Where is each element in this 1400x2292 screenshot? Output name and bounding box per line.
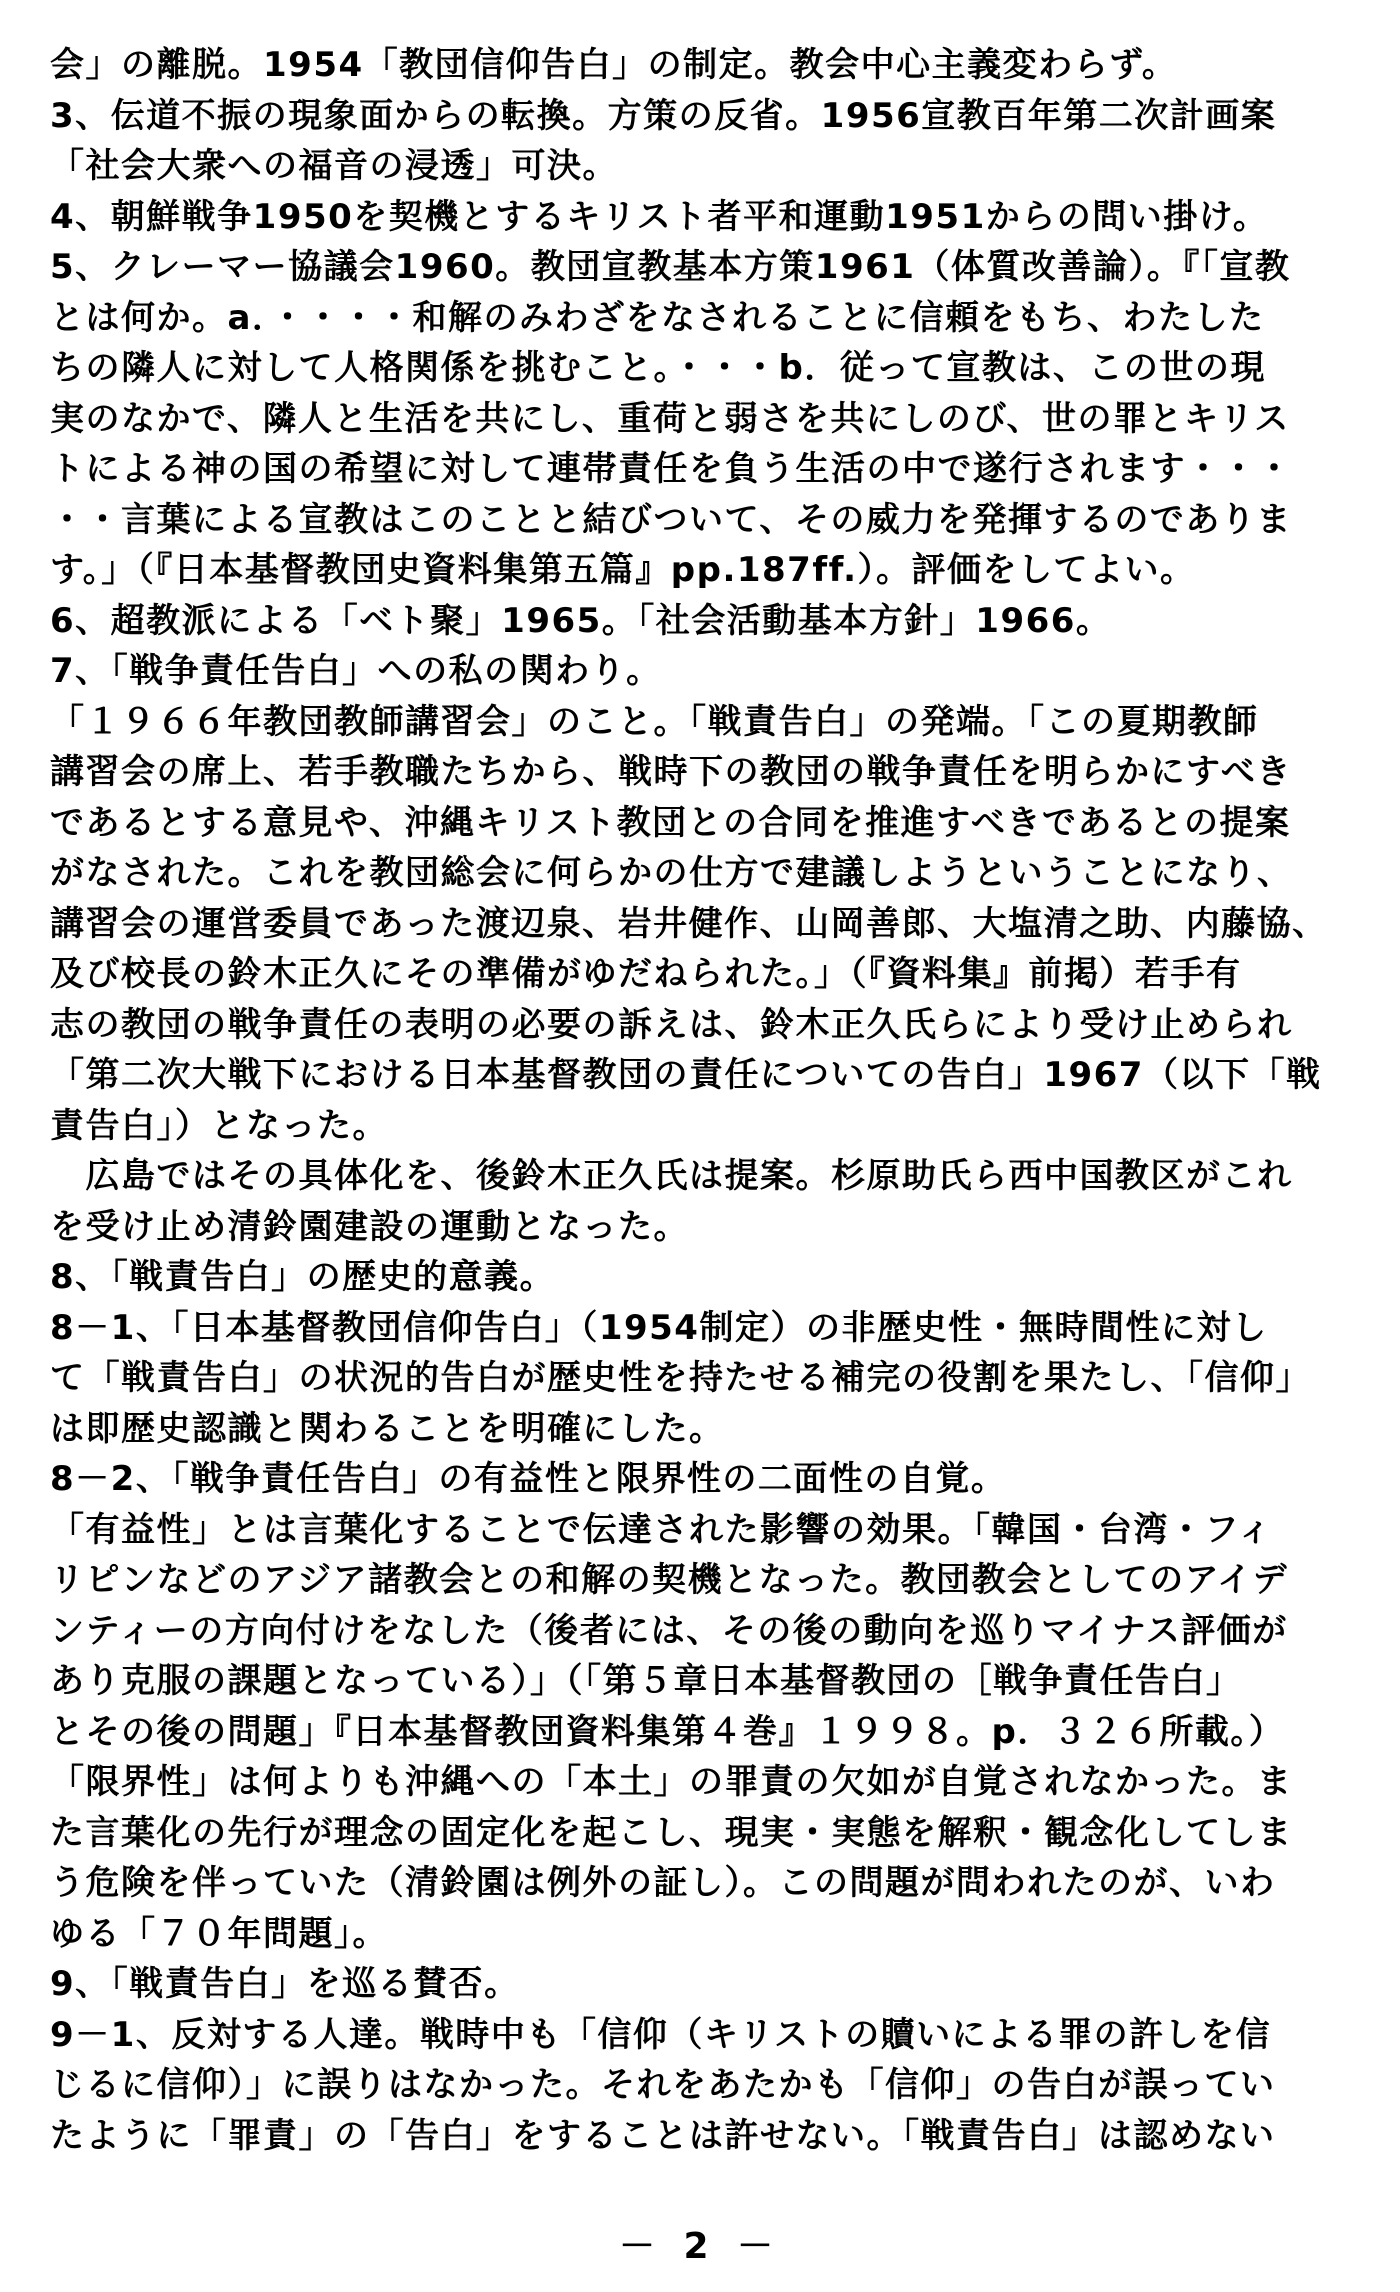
text-line: て「戦責告白」の状況的告白が歴史性を持たせる補完の役割を果たし、「信仰」 (50, 1358, 1311, 1398)
document-body (50, 40, 1350, 2161)
text-line: は即歴史認識と関わることを明確にした。 (50, 1408, 725, 1449)
text-line: ゆる「７０年問題」。 (50, 1913, 388, 1954)
text-line: ・・言葉による宣教はこのことと結びついて、その威力を発揮するのでありま (50, 499, 1292, 540)
text-line: 9、「戦責告白」を巡る賛否。 (50, 1964, 520, 2004)
text-line: ンティーの方向付けをなした（後者には、その後の動向を巡りマイナス評価が (50, 1610, 1288, 1651)
text-line: であるとする意見や、沖縄キリスト教団との合同を推進すべきであるとの提案 (50, 802, 1291, 843)
text-line: う危険を伴っていた（清鈴園は例外の証し）。この問題が問われたのが、いわ (50, 1863, 1276, 1903)
text-line: 4、朝鮮戦争1950を契機とするキリスト者平和運動1951からの問い掛け。 (50, 196, 1269, 237)
text-line: 8－1、「日本基督教団信仰告白」（1954制定）の非歴史性・無時間性に対し (50, 1307, 1268, 1348)
text-line: 8－2、「戦争責任告白」の有益性と限界性の二面性の自覚。 (50, 1459, 1007, 1499)
text-line: た言葉化の先行が理念の固定化を起こし、現実・実態を解釈・観念化してしま (50, 1812, 1293, 1853)
text-line: 5、クレーマー協議会1960。教団宣教基本方策1961（体質改善論）。『「宣教 (50, 247, 1291, 287)
text-line: 「１９６６年教団教師講習会」のこと。「戦責告白」の発端。「この夏期教師 (50, 701, 1259, 742)
text-line: を受け止め清鈴園建設の運動となった。 (50, 1206, 689, 1247)
text-line: 9－1、反対する人達。戦時中も「信仰（キリストの贖いによる罪の許しを信 (50, 2014, 1272, 2055)
text-line: 実のなかで、隣人と生活を共にし、重荷と弱さを共にしのび、世の罪とキリス (50, 398, 1290, 439)
text-line: 3、伝道不振の現象面からの転換。方策の反省。1956宣教百年第二次計画案 (50, 95, 1277, 136)
text-line: たように「罪責」の「告白」をすることは許せない。「戦責告白」は認めない (50, 2115, 1276, 2156)
text-line: 責告白」）となった。 (50, 1105, 388, 1146)
text-line: リピンなどのアジア諸教会との和解の契機となった。教団教会としてのアイデ (50, 1560, 1289, 1600)
text-line: す。」（『日本基督教団史資料集第五篇』pp.187ff.）。評価をしてよい。 (50, 550, 1196, 590)
text-line: 講習会の席上、若手教職たちから、戦時下の教団の戦争責任を明らかにすべき (50, 752, 1292, 792)
text-line: 6、超教派による「ベト聚」1965。「社会活動基本方針」1966。 (50, 600, 1112, 641)
text-line: 会」の離脱。1954「教団信仰告白」の制定。教会中心主義変わらず。 (50, 45, 1178, 85)
text-line: とその後の問題」『日本基督教団資料集第４巻』１９９８。p．３２６所載。） (50, 1711, 1285, 1752)
text-line: トによる神の国の希望に対して連帯責任を負う生活の中で遂行されます・・・ (50, 449, 1293, 489)
text-line: 8、「戦責告白」の歴史的意義。 (50, 1257, 556, 1297)
text-line: 7、「戦争責任告白」への私の関わり。 (50, 651, 662, 691)
page-number: － 2 － (618, 2226, 782, 2267)
text-line: あり克服の課題となっている）」（「第５章日本基督教団の［戦争責任告白」 (50, 1661, 1242, 1701)
text-line: 講習会の運営委員であった渡辺泉、岩井健作、山岡善郎、大塩清之助、内藤協、 (50, 903, 1328, 944)
text-line: 「有益性」とは言葉化することで伝達された影響の効果。「韓国・台湾・フィ (50, 1509, 1273, 1550)
text-line: じるに信仰）」に誤りはなかった。それをあたかも「信仰」の告白が誤ってい (50, 2065, 1276, 2105)
text-line: がなされた。これを教団総会に何らかの仕方で建議しようということになり、 (50, 853, 1293, 893)
text-line: 及び校長の鈴木正久にその準備がゆだねられた。」（『資料集』前掲）若手有 (50, 954, 1242, 994)
text-line: 志の教団の戦争責任の表明の必要の訴えは、鈴木正久氏らにより受け止められ (50, 1004, 1293, 1045)
text-line: 「社会大衆への福音の浸透」可決。 (50, 146, 618, 186)
text-line: ちの隣人に対して人格関係を挑むこと。・・・b．従って宣教は、この世の現 (50, 348, 1266, 388)
text-line: 「限界性」は何よりも沖縄への「本土」の罪責の欠如が自覚されなかった。ま (50, 1762, 1293, 1802)
text-line: とは何か。a．・・・・和解のみわざをなされることに信頼をもち、わたした (50, 297, 1265, 338)
text-line: 「第二次大戦下における日本基督教団の責任についての告白」1967（以下「戦 (50, 1055, 1322, 1095)
text-line: 広島ではその具体化を、後鈴木正久氏は提案。杉原助氏ら西中国教区がこれ (50, 1156, 1293, 1196)
